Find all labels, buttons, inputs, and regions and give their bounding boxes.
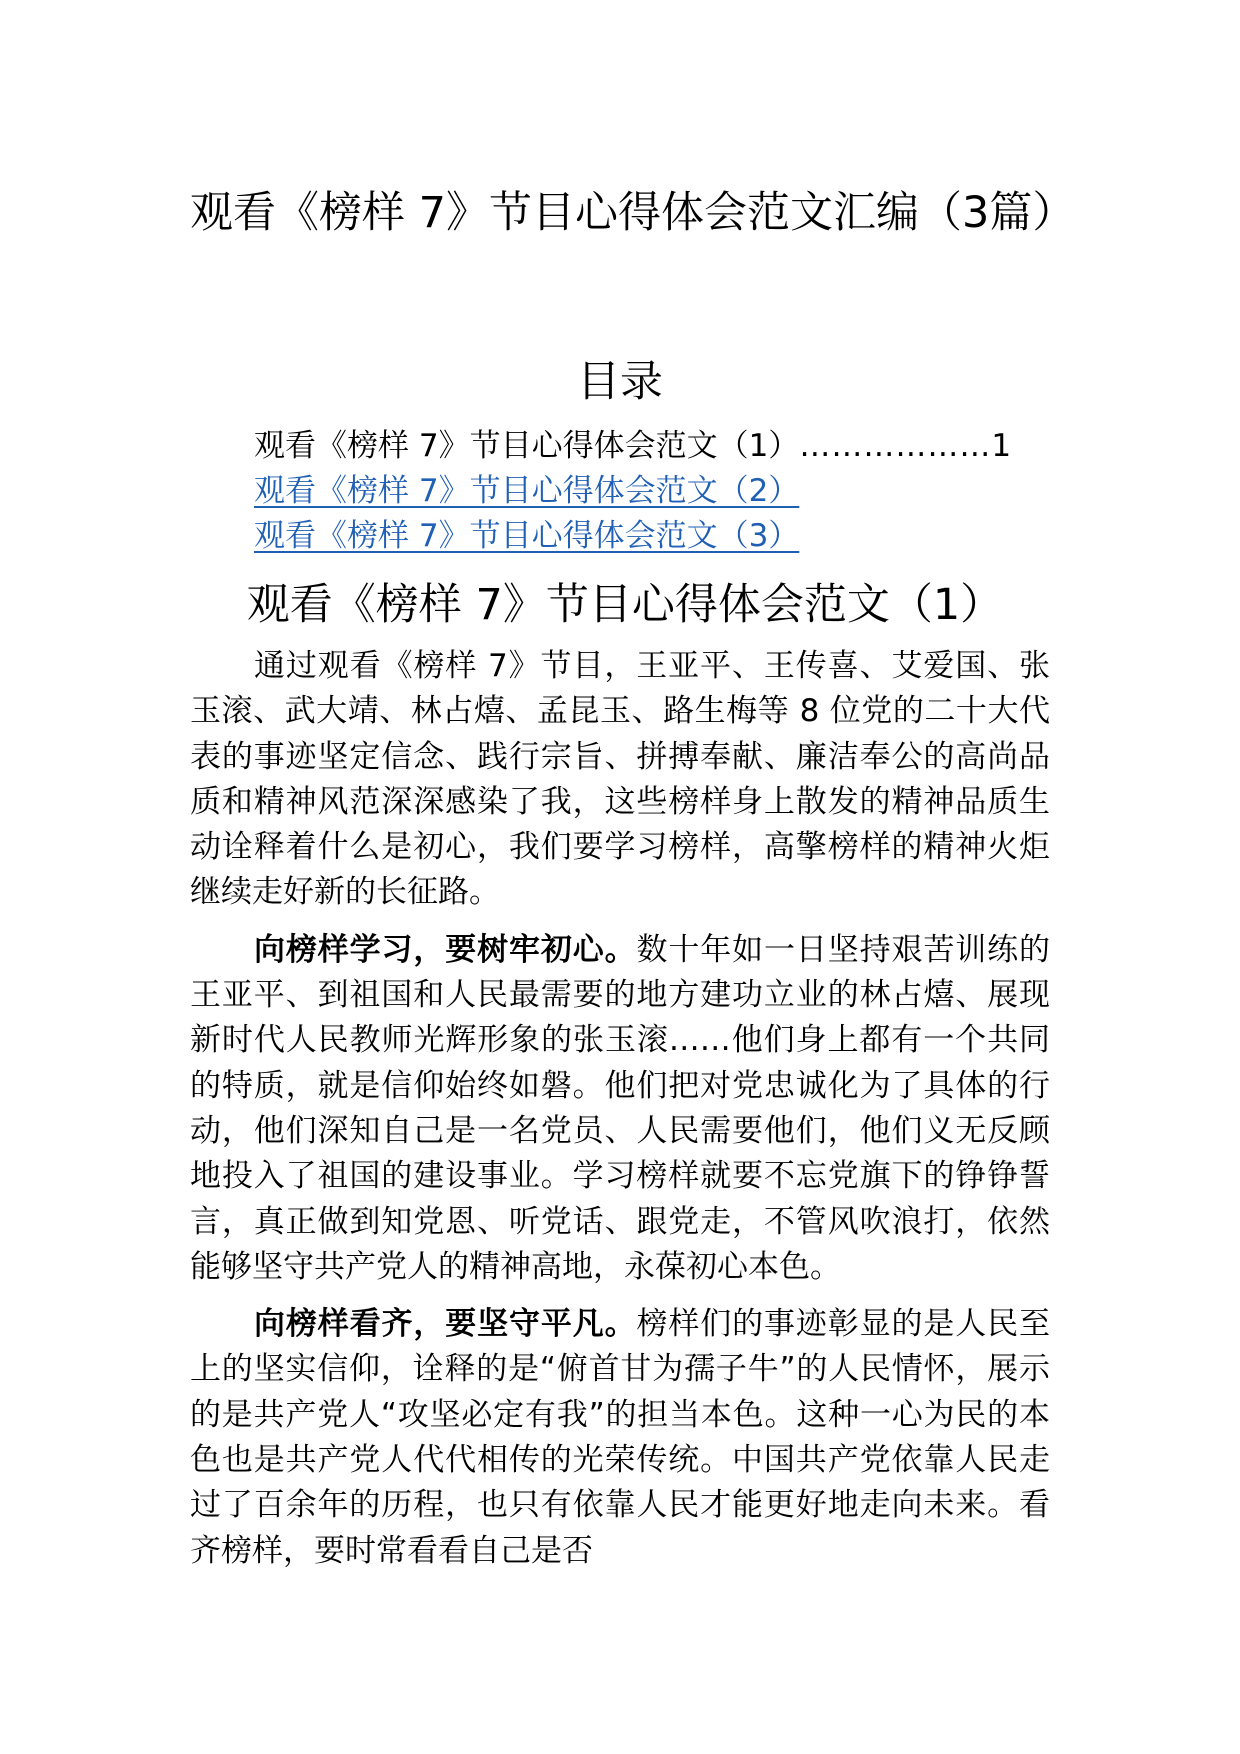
toc-entry-3[interactable] (254, 514, 1054, 559)
paragraph-text: 榜样们的事迹彰显的是人民至上的坚实信仰，诠释的是“俯首甘为孺子牛”的人民情怀，展示的是共产党人“攻坚必定有我”的担当本色。这种一心为民的本色也是共产党人代代相传的光荣传统。中国共产党依靠人民走过了百余年的历程，也只有依靠人民才能更好地走向未来。看齐榜样，要时常看看自己是否 (190, 1306, 1050, 1569)
document-title: 观看《榜样 7》节目心得体会范文汇编（3篇） (190, 188, 1076, 238)
toc-page-number: 1 (991, 428, 1012, 464)
toc-leader-dots: ……………… (799, 428, 992, 464)
paragraph-text: 通过观看《榜样 7》节目，王亚平、王传喜、艾爱国、张玉滚、武大靖、林占熺、孟昆玉、路生梅等 8 位党的二十大代表的事迹坚定信念、践行宗旨、拼搏奉献、廉洁奉公的高尚品质和精神风范深深感染了我，这些榜样身上散发的精神品质生动诠释着什么是初心，我们要学习榜样，高擎榜样的精神火炬继续走好新的长征路。 (190, 648, 1050, 911)
toc-entry-1[interactable] (254, 424, 1054, 469)
paragraph-text: 数十年如一日坚持艰苦训练的王亚平、到祖国和人民最需要的地方建功立业的林占熺、展现新时代人民教师光辉形象的张玉滚……他们身上都有一个共同的特质，就是信仰始终如磐。他们把对党忠诚化为了具体的行动，他们深知自己是一名党员、人民需要他们，他们义无反顾地投入了祖国的建设事业。学习榜样就要不忘党旗下的铮铮誓言，真正做到知党恩、听党话、跟党走，不管风吹浪打，依然能够坚守共产党人的精神高地，永葆初心本色。 (190, 931, 1050, 1285)
body-paragraph (190, 928, 1050, 1290)
paragraph-lead: 向榜样看齐，要坚守平凡。 (254, 1306, 637, 1343)
body-paragraph (190, 644, 1050, 916)
section-body (190, 644, 1050, 1578)
toc-entry-2[interactable] (254, 469, 1054, 514)
toc-link-2[interactable]: 观看《榜样 7》节目心得体会范文（2） (254, 473, 800, 509)
body-paragraph (190, 1302, 1050, 1574)
toc-heading: 目录 (577, 357, 663, 407)
toc-entry-label: 观看《榜样 7》节目心得体会范文（1） (254, 428, 800, 464)
section-title: 观看《榜样 7》节目心得体会范文（1） (246, 580, 1004, 630)
toc-link-3[interactable]: 观看《榜样 7》节目心得体会范文（3） (254, 518, 800, 554)
paragraph-lead: 向榜样学习，要树牢初心。 (254, 931, 637, 968)
table-of-contents (254, 424, 1054, 559)
